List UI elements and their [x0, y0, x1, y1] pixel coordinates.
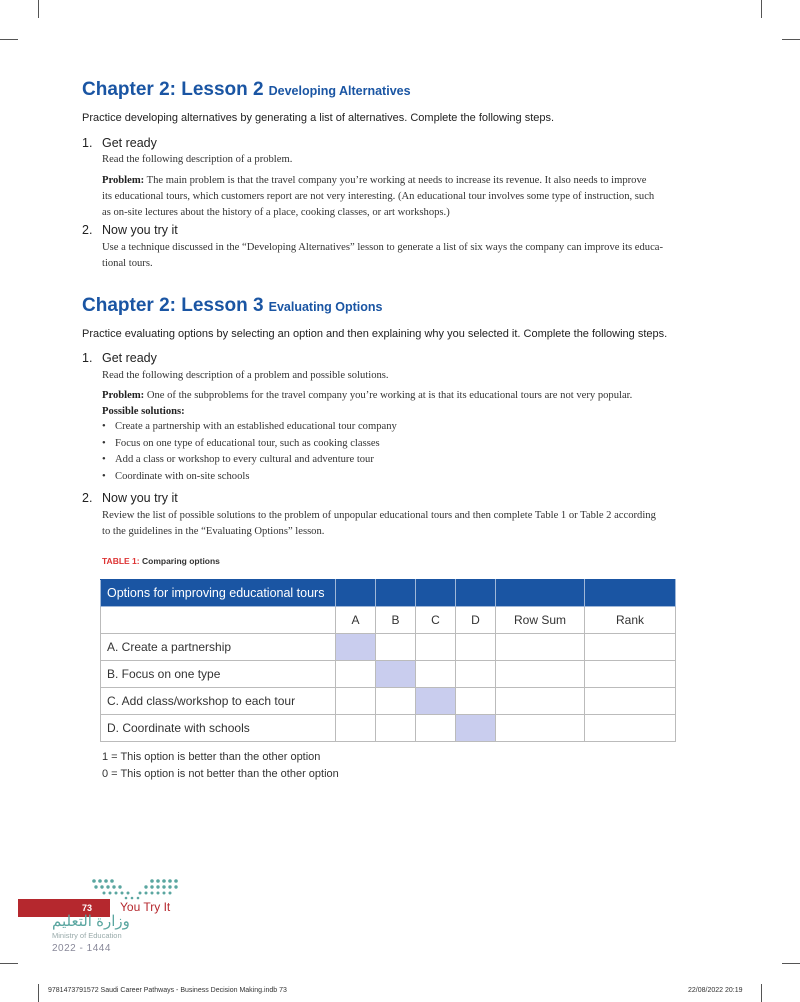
lesson2-step1-title [82, 136, 157, 150]
lesson2-step2-title [82, 223, 178, 237]
table-header-cell [496, 580, 585, 607]
step-title: Now you try it [102, 491, 178, 505]
crop-mark [782, 963, 800, 964]
lesson2-heading [82, 79, 411, 101]
step-title: Get ready [102, 136, 157, 150]
ministry-arabic: وزارة التعليم [52, 913, 130, 930]
table-cell[interactable] [336, 661, 376, 688]
crop-mark [0, 39, 18, 40]
lesson3-step2-title [82, 491, 178, 505]
crop-mark [761, 0, 762, 18]
problem-text: The main problem is that the travel company you’re working at needs to increase its revenue. It also needs to improve [146, 175, 647, 186]
list-item: • Create a partnership with an established educational tour company [102, 419, 397, 436]
crop-mark [782, 39, 800, 40]
row-label: B. Focus on one type [101, 661, 336, 688]
table-header-cell [336, 580, 376, 607]
step-title: Get ready [102, 351, 157, 365]
solutions-label-text: Possible solutions: [102, 406, 185, 417]
table-cell [101, 607, 336, 634]
ministry-dots-icon [90, 876, 182, 902]
column-header: B [376, 607, 416, 634]
solutions-label [102, 404, 677, 420]
step-number: 2. [82, 491, 93, 505]
table-caption-text: Comparing options [142, 556, 220, 566]
problem-text: its educational tours, which customers report are not very interesting. (An educational tour involves some type of instruction, such [102, 191, 655, 202]
lesson2-step1-body [102, 152, 677, 221]
row-label: A. Create a partnership [101, 634, 336, 661]
table-column-row [101, 607, 676, 634]
table-cell[interactable] [336, 688, 376, 715]
step-title: Now you try it [102, 223, 178, 237]
table-cell[interactable] [456, 634, 496, 661]
table-caption [102, 556, 220, 566]
step-number: 1. [82, 136, 93, 150]
list-item: • Focus on one type of educational tour, such as cooking classes [102, 436, 397, 453]
body-line: Review the list of possible solutions to the problem of unpopular educational tours and then complete Table 1 or Table 2 according [102, 510, 656, 521]
instruction: Read the following description of a problem and possible solutions. [102, 370, 389, 381]
problem-label: Problem: [102, 175, 145, 186]
table-cell[interactable] [585, 715, 676, 742]
crop-mark [0, 963, 18, 964]
table-row [101, 688, 676, 715]
table-cell [456, 715, 496, 742]
lesson3-step1-body [102, 368, 677, 420]
problem-text: One of the subproblems for the travel company you’re working at is that its educational tours are not very popular. [146, 390, 633, 401]
edition-year: 2022 - 1444 [52, 943, 111, 954]
lesson3-chapter: Chapter 2: Lesson 3 [82, 295, 264, 316]
lesson2-subtitle: Developing Alternatives [268, 84, 411, 98]
table-cell [336, 634, 376, 661]
crop-mark [38, 984, 39, 1002]
lesson3-step2-body [102, 508, 677, 540]
legend-line: 0 = This option is not better than the other option [102, 768, 339, 780]
table-cell[interactable] [416, 661, 456, 688]
table-cell [416, 688, 456, 715]
table-header-cell [376, 580, 416, 607]
table-cell [376, 661, 416, 688]
table-cell[interactable] [585, 688, 676, 715]
column-header: C [416, 607, 456, 634]
lesson2-step2-body [102, 240, 677, 272]
comparison-table [100, 579, 676, 742]
table-cell[interactable] [416, 634, 456, 661]
table-cell[interactable] [496, 715, 585, 742]
table-cell[interactable] [496, 688, 585, 715]
table-cell[interactable] [456, 661, 496, 688]
problem-text: as on-site lectures about the history of a place, cooking classes, or art workshops.) [102, 207, 450, 218]
table-row [101, 634, 676, 661]
step-number: 1. [82, 351, 93, 365]
row-label: D. Coordinate with schools [101, 715, 336, 742]
crop-mark [38, 0, 39, 18]
table-header-cell [585, 580, 676, 607]
legend-line: 1 = This option is better than the other option [102, 751, 321, 763]
column-header: D [456, 607, 496, 634]
body-line: to the guidelines in the “Evaluating Options” lesson. [102, 526, 325, 537]
problem-paragraph [102, 173, 677, 221]
instruction: Read the following description of a problem. [102, 154, 293, 165]
body-line: tional tours. [102, 258, 153, 269]
print-footer-right: 22/08/2022 20:19 [688, 987, 743, 994]
table-cell[interactable] [496, 661, 585, 688]
print-footer-left: 9781473791572 Saudi Career Pathways - Business Decision Making.indb 73 [48, 987, 287, 994]
problem-label: Problem: [102, 390, 145, 401]
lesson3-intro: Practice evaluating options by selecting an option and then explaining why you selected it. Complete the following steps. [82, 328, 668, 340]
page-number: 73 [82, 903, 93, 913]
table-row [101, 715, 676, 742]
step-number: 2. [82, 223, 93, 237]
table-cell[interactable] [376, 715, 416, 742]
table-row [101, 661, 676, 688]
ministry-logo [52, 912, 130, 954]
row-label: C. Add class/workshop to each tour [101, 688, 336, 715]
table-header-cell [416, 580, 456, 607]
table-cell[interactable] [585, 634, 676, 661]
column-header: Row Sum [496, 607, 585, 634]
ministry-english: Ministry of Education [52, 931, 122, 940]
lesson3-subtitle: Evaluating Options [268, 300, 383, 314]
body-line: Use a technique discussed in the “Developing Alternatives” lesson to generate a list of six ways the company can improve its educa- [102, 242, 664, 253]
table-cell[interactable] [336, 715, 376, 742]
table-caption-label: TABLE 1: [102, 556, 140, 566]
column-header: Rank [585, 607, 676, 634]
column-header: A [336, 607, 376, 634]
table-cell[interactable] [416, 715, 456, 742]
list-item: • Add a class or workshop to every cultural and adventure tour [102, 452, 397, 469]
crop-mark [761, 984, 762, 1002]
table-cell[interactable] [376, 688, 416, 715]
table-header: Options for improving educational tours [101, 580, 336, 607]
table-cell[interactable] [585, 661, 676, 688]
lesson2-intro: Practice developing alternatives by generating a list of alternatives. Complete the following steps. [82, 112, 555, 124]
lesson3-step1-title [82, 351, 157, 365]
lesson2-chapter: Chapter 2: Lesson 2 [82, 79, 264, 100]
problem-paragraph [102, 388, 677, 404]
table-header-cell [456, 580, 496, 607]
table-cell[interactable] [456, 688, 496, 715]
table-cell[interactable] [496, 634, 585, 661]
section-label: You Try It [120, 900, 171, 914]
table-cell[interactable] [376, 634, 416, 661]
table-header-row [101, 580, 676, 607]
list-item: • Coordinate with on-site schools [102, 469, 397, 486]
lesson3-heading [82, 295, 383, 317]
solutions-list [102, 419, 397, 485]
